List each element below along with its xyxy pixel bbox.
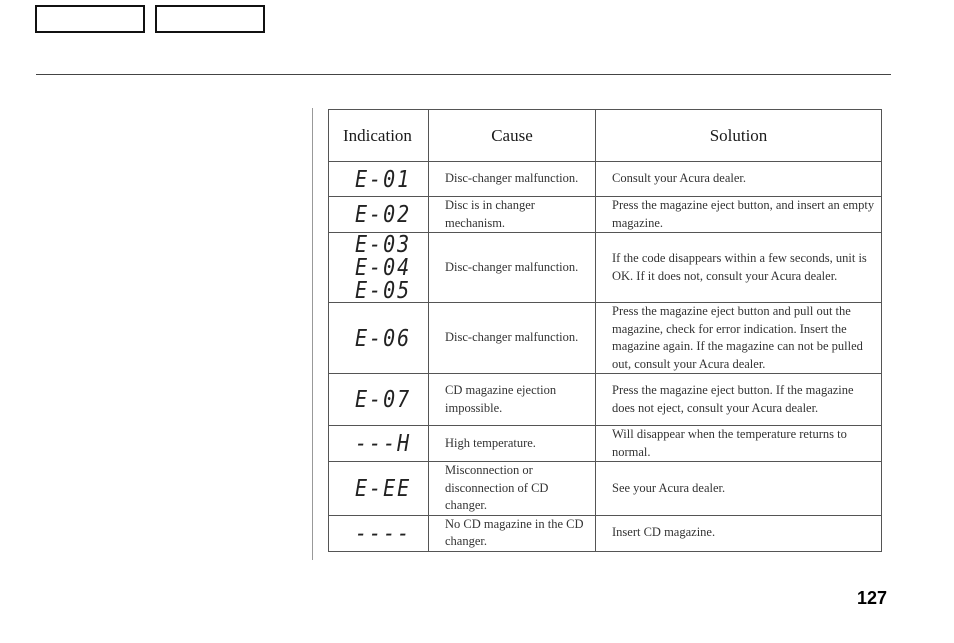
indication-cell [329,515,429,551]
indication-cell [329,374,429,426]
indication-cell [329,303,429,374]
table-row [329,374,882,426]
indication-cell [329,462,429,516]
lcd-code: E-07 [355,385,412,413]
lcd-code: E-04 [355,253,412,281]
solution-cell: If the code disappears within a few seconds, unit is OK. If it does not, consult your Acura dealer. [596,233,882,303]
indication-cell [329,197,429,233]
table-row [329,426,882,462]
lcd-code: E-02 [355,200,412,228]
lcd-code: E-05 [355,276,412,304]
indication-cell [329,230,429,304]
lcd-code: E-06 [355,323,412,352]
cause-cell: Misconnection or disconnection of CD changer. [429,462,596,516]
lcd-code: ---- [355,518,412,547]
table-row [329,462,882,516]
lcd-code: E-03 [355,230,412,258]
solution-cell: See your Acura dealer. [596,462,882,516]
cause-cell: Disc is in changer mechanism. [429,197,596,233]
solution-cell: Press the magazine eject button, and insert an empty magazine. [596,197,882,233]
table-row [329,303,882,374]
margin-rule [312,108,313,560]
cause-cell: No CD magazine in the CD changer. [429,515,596,551]
lcd-code: ---H [355,429,412,457]
header-cause: Cause [429,110,596,162]
solution-cell: Insert CD magazine. [596,515,882,551]
cause-cell: Disc-changer malfunction. [429,303,596,374]
solution-cell: Press the magazine eject button and pull out the magazine, check for error indication. Insert the magazine again. If the magazine can not be pulled out, consult your Acura dealer. [596,303,882,374]
cause-cell: High temperature. [429,426,596,462]
cause-cell: Disc-changer malfunction. [429,162,596,197]
indication-cell [329,162,429,197]
table-row [329,515,882,551]
header-indication: Indication [329,110,429,162]
solution-cell: Will disappear when the temperature returns to normal. [596,426,882,462]
indication-cell [329,426,429,462]
nav-tab-1[interactable] [35,5,145,33]
table-header-row [329,110,882,162]
table-row [329,233,882,303]
solution-cell: Consult your Acura dealer. [596,162,882,197]
header-solution: Solution [596,110,882,162]
lcd-code: E-EE [355,473,412,502]
page-number: 127 [857,588,888,608]
cause-cell: CD magazine ejection impossible. [429,374,596,426]
table-row [329,162,882,197]
cause-cell: Disc-changer malfunction. [429,233,596,303]
error-code-table [328,109,882,552]
nav-tab-2[interactable] [155,5,265,33]
lcd-code: E-01 [355,164,412,193]
table-row [329,197,882,233]
solution-cell: Press the magazine eject button. If the magazine does not eject, consult your Acura dealer. [596,374,882,426]
header-rule [36,74,891,75]
